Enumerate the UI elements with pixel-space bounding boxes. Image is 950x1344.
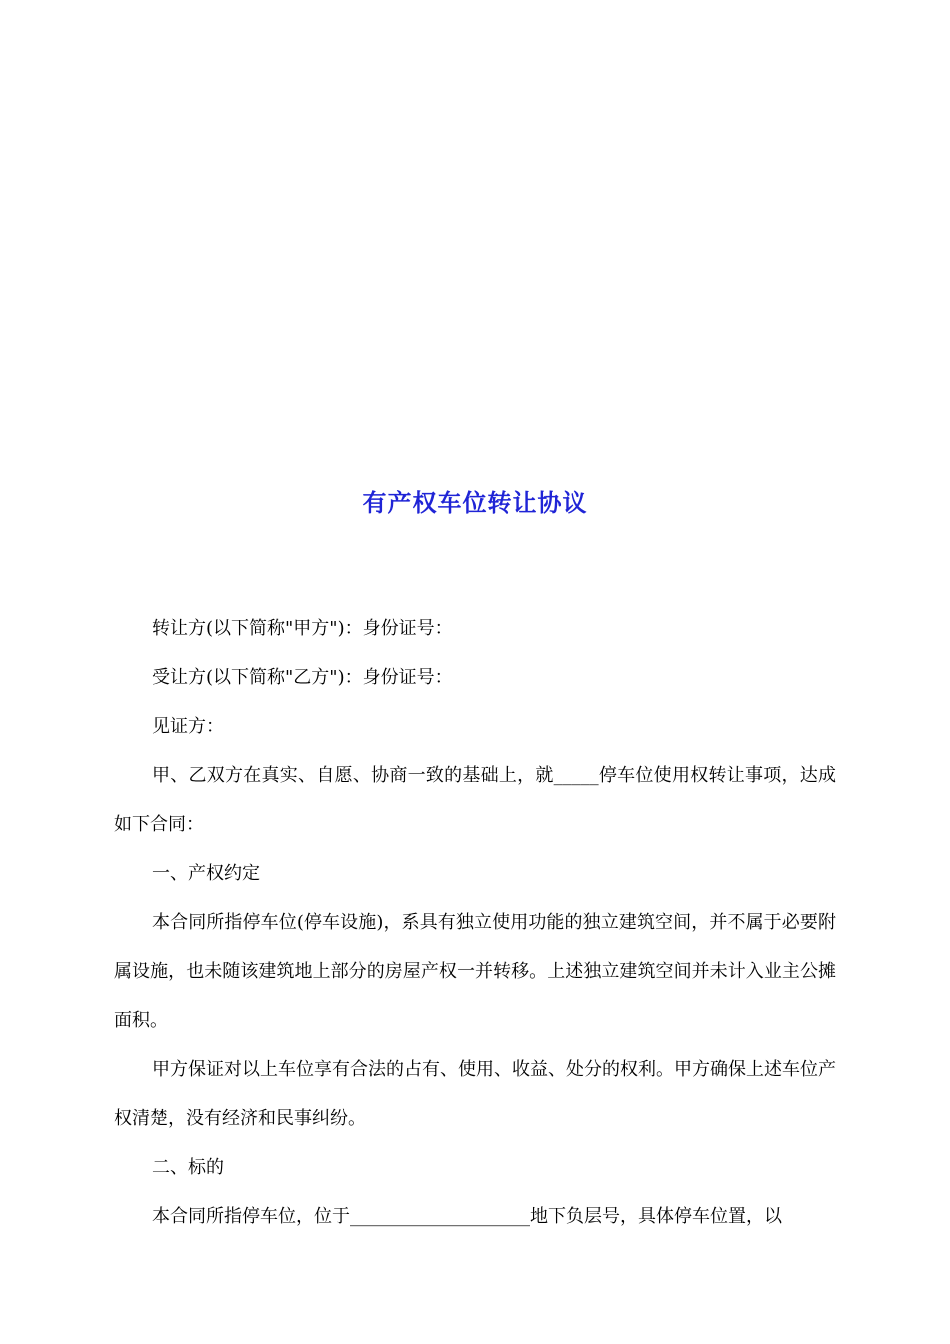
transferee-line: 受让方(以下简称"乙方")：身份证号： (152, 667, 453, 688)
subject-paragraph: 本合同所指停车位，位于____________________地下负层号，具体停车位置，以 (152, 1206, 782, 1227)
section-heading-subject: 二、标的 (152, 1157, 224, 1178)
property-rights-paragraph-2: 甲方保证对以上车位享有合法的占有、使用、收益、处分的权利。甲方确保上述车位产权清楚，没有经济和民事纠纷。 (114, 1059, 836, 1129)
document-title: 有产权车位转让协议 (362, 488, 588, 517)
transferor-line: 转让方(以下简称"甲方")：身份证号： (152, 618, 453, 639)
section-heading-property-rights: 一、产权约定 (152, 863, 260, 884)
property-rights-paragraph-1: 本合同所指停车位(停车设施)，系具有独立使用功能的独立建筑空间，并不属于必要附属设施，也未随该建筑地上部分的房屋产权一并转移。上述独立建筑空间并未计入业主公摊面积。 (114, 912, 836, 1031)
document-body (114, 604, 836, 1241)
preamble-paragraph: 甲、乙双方在真实、自愿、协商一致的基础上，就_____停车位使用权转让事项，达成如下合同： (114, 765, 836, 835)
witness-line: 见证方： (152, 716, 224, 737)
